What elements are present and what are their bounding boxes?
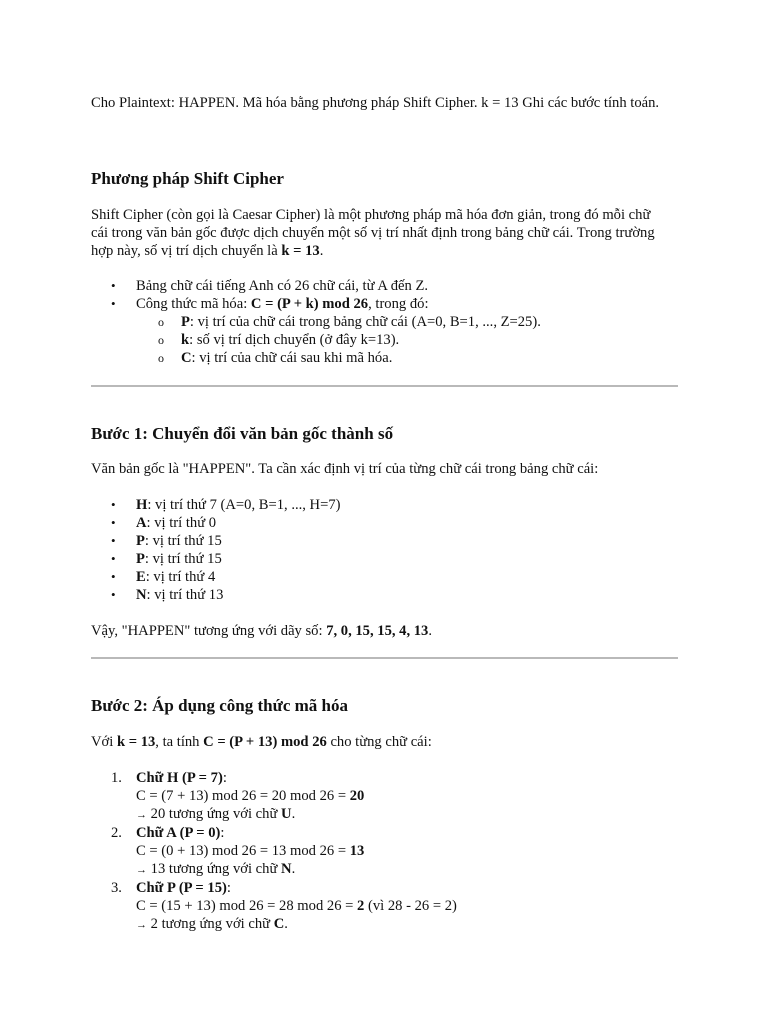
bullet-icon: • — [111, 296, 116, 311]
section-divider — [91, 385, 678, 387]
sub-list-item: o k: số vị trí dịch chuyển (ở đây k=13). — [158, 332, 400, 348]
bullet-icon: • — [111, 587, 116, 602]
list-number: 3. — [111, 880, 122, 896]
list-item: • Công thức mã hóa: C = (P + k) mod 26, trong đó: — [111, 296, 429, 312]
step1-paragraph: Văn bản gốc là "HAPPEN". Ta cần xác định vị trí của từng chữ cái trong bảng chữ cái: — [91, 461, 599, 477]
arrow-right-icon: → — [136, 809, 147, 821]
bullet-icon: • — [111, 533, 116, 548]
step1-letter-list — [91, 496, 680, 604]
bullet-icon: • — [111, 569, 116, 584]
list-number: 2. — [111, 825, 122, 841]
circle-bullet-icon: o — [158, 333, 164, 347]
method-heading: Phương pháp Shift Cipher — [91, 169, 284, 188]
intro-text: Cho Plaintext: HAPPEN. Mã hóa bằng phương pháp Shift Cipher. k = 13 Ghi các bước tính toán. — [91, 95, 660, 111]
bullet-icon: • — [111, 497, 116, 512]
list-item: • E: vị trí thứ 4 — [111, 569, 216, 585]
step1-heading: Bước 1: Chuyển đổi văn bản gốc thành số — [91, 424, 394, 443]
step2-heading: Bước 2: Áp dụng công thức mã hóa — [91, 696, 348, 715]
step2-paragraph: Với k = 13, ta tính C = (P + 13) mod 26 cho từng chữ cái: — [91, 734, 432, 750]
section-divider — [91, 657, 678, 659]
list-item: • P: vị trí thứ 15 — [111, 551, 222, 567]
arrow-right-icon: → — [136, 864, 147, 876]
circle-bullet-icon: o — [158, 351, 164, 365]
method-para-line: hợp này, số vị trí dịch chuyển là k = 13. — [91, 243, 324, 259]
method-para-line: cái trong văn bản gốc được dịch chuyển một số vị trí nhất định trong bảng chữ cái. Trong trường — [91, 225, 655, 241]
bullet-icon: • — [111, 515, 116, 530]
method-paragraph — [91, 206, 680, 260]
bullet-icon: • — [111, 278, 116, 293]
circle-bullet-icon: o — [158, 315, 164, 329]
method-bullet-list — [91, 277, 680, 367]
list-item: 2. Chữ A (P = 0): C = (0 + 13) mod 26 = 13 mod 26 = 13 → 13 tương ứng với chữ N. — [111, 825, 365, 877]
list-number: 1. — [111, 770, 122, 786]
list-item: • N: vị trí thứ 13 — [111, 587, 224, 603]
step1-summary: Vậy, "HAPPEN" tương ứng với dãy số: 7, 0, 15, 15, 4, 13. — [91, 623, 432, 639]
list-item: • H: vị trí thứ 7 (A=0, B=1, ..., H=7) — [111, 497, 341, 513]
arrow-right-icon: → — [136, 919, 147, 931]
list-item: 3. Chữ P (P = 15): C = (15 + 13) mod 26 = 28 mod 26 = 2 (vì 28 - 26 = 2) → 2 tương ứng với chữ C. — [111, 880, 457, 932]
list-item: • P: vị trí thứ 15 — [111, 533, 222, 549]
list-item: 1. Chữ H (P = 7): C = (7 + 13) mod 26 = 20 mod 26 = 20 → 20 tương ứng với chữ U. — [111, 770, 365, 822]
method-para-line: Shift Cipher (còn gọi là Caesar Cipher) là một phương pháp mã hóa đơn giản, trong đó mỗi chữ — [91, 207, 651, 223]
step2-calc-list — [91, 769, 680, 934]
list-item: • Bảng chữ cái tiếng Anh có 26 chữ cái, từ A đến Z. — [111, 278, 429, 294]
bullet-icon: • — [111, 551, 116, 566]
sub-list-item: o C: vị trí của chữ cái sau khi mã hóa. — [158, 350, 393, 366]
sub-list-item: o P: vị trí của chữ cái trong bảng chữ cái (A=0, B=1, ..., Z=25). — [158, 314, 541, 330]
list-item: • A: vị trí thứ 0 — [111, 515, 217, 531]
